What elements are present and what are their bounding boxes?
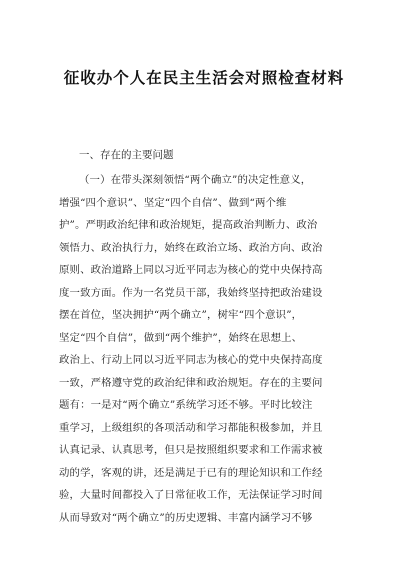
body-line: 重学习，上级组织的各项活动和学习都能积极参加，并且 xyxy=(59,421,323,434)
body-line: 政治上、行动上同以习近平同志为核心的党中央保持高度 xyxy=(59,354,323,366)
body-line: 护”。严明政治纪律和政治规矩，提高政治判断力、政治 xyxy=(59,219,318,231)
body-line: （一）在带头深刻领悟“两个确立”的决定性意义， xyxy=(79,174,312,186)
body-line: 题有：一是对“两个确立”系统学习还不够。平时比较注 xyxy=(59,399,313,411)
body-line: 从而导致对“两个确立”的历史逻辑、丰富内涵学习不够 xyxy=(59,511,313,524)
body-line: 增强“四个意识”、坚定“四个自信”、做到“两个维 xyxy=(59,196,287,209)
body-line: 领悟力、政治执行力，始终在政治立场、政治方向、政治 xyxy=(59,241,323,254)
body-line: 坚定“四个自信”，做到“两个维护”，始终在思想上、 xyxy=(59,331,303,344)
body-line: 原则、政治道路上同以习近平同志为核心的党中央保持高 xyxy=(59,264,323,276)
body-line: 度一致方面。作为一名党员干部，我始终坚持把政治建设 xyxy=(59,286,323,299)
body-text xyxy=(59,169,351,529)
body-line: 摆在首位，坚决拥护“两个确立”，树牢“四个意识”， xyxy=(59,309,303,321)
body-line: 认真记录、认真思考，但只是按照组织要求和工作需求被 xyxy=(59,444,323,456)
body-line: 一致，严格遵守党的政治纪律和政治规矩。存在的主要问 xyxy=(59,376,323,389)
body-line: 验，大量时间都投入了日常征收工作，无法保证学习时间 xyxy=(59,489,323,501)
document-title: 征收办个人在民主生活会对照检查材料 xyxy=(63,69,345,87)
body-line: 动的学，客观的讲，还是满足于已有的理论知识和工作经 xyxy=(59,466,323,479)
section-heading: 一、存在的主要问题 xyxy=(79,149,174,161)
